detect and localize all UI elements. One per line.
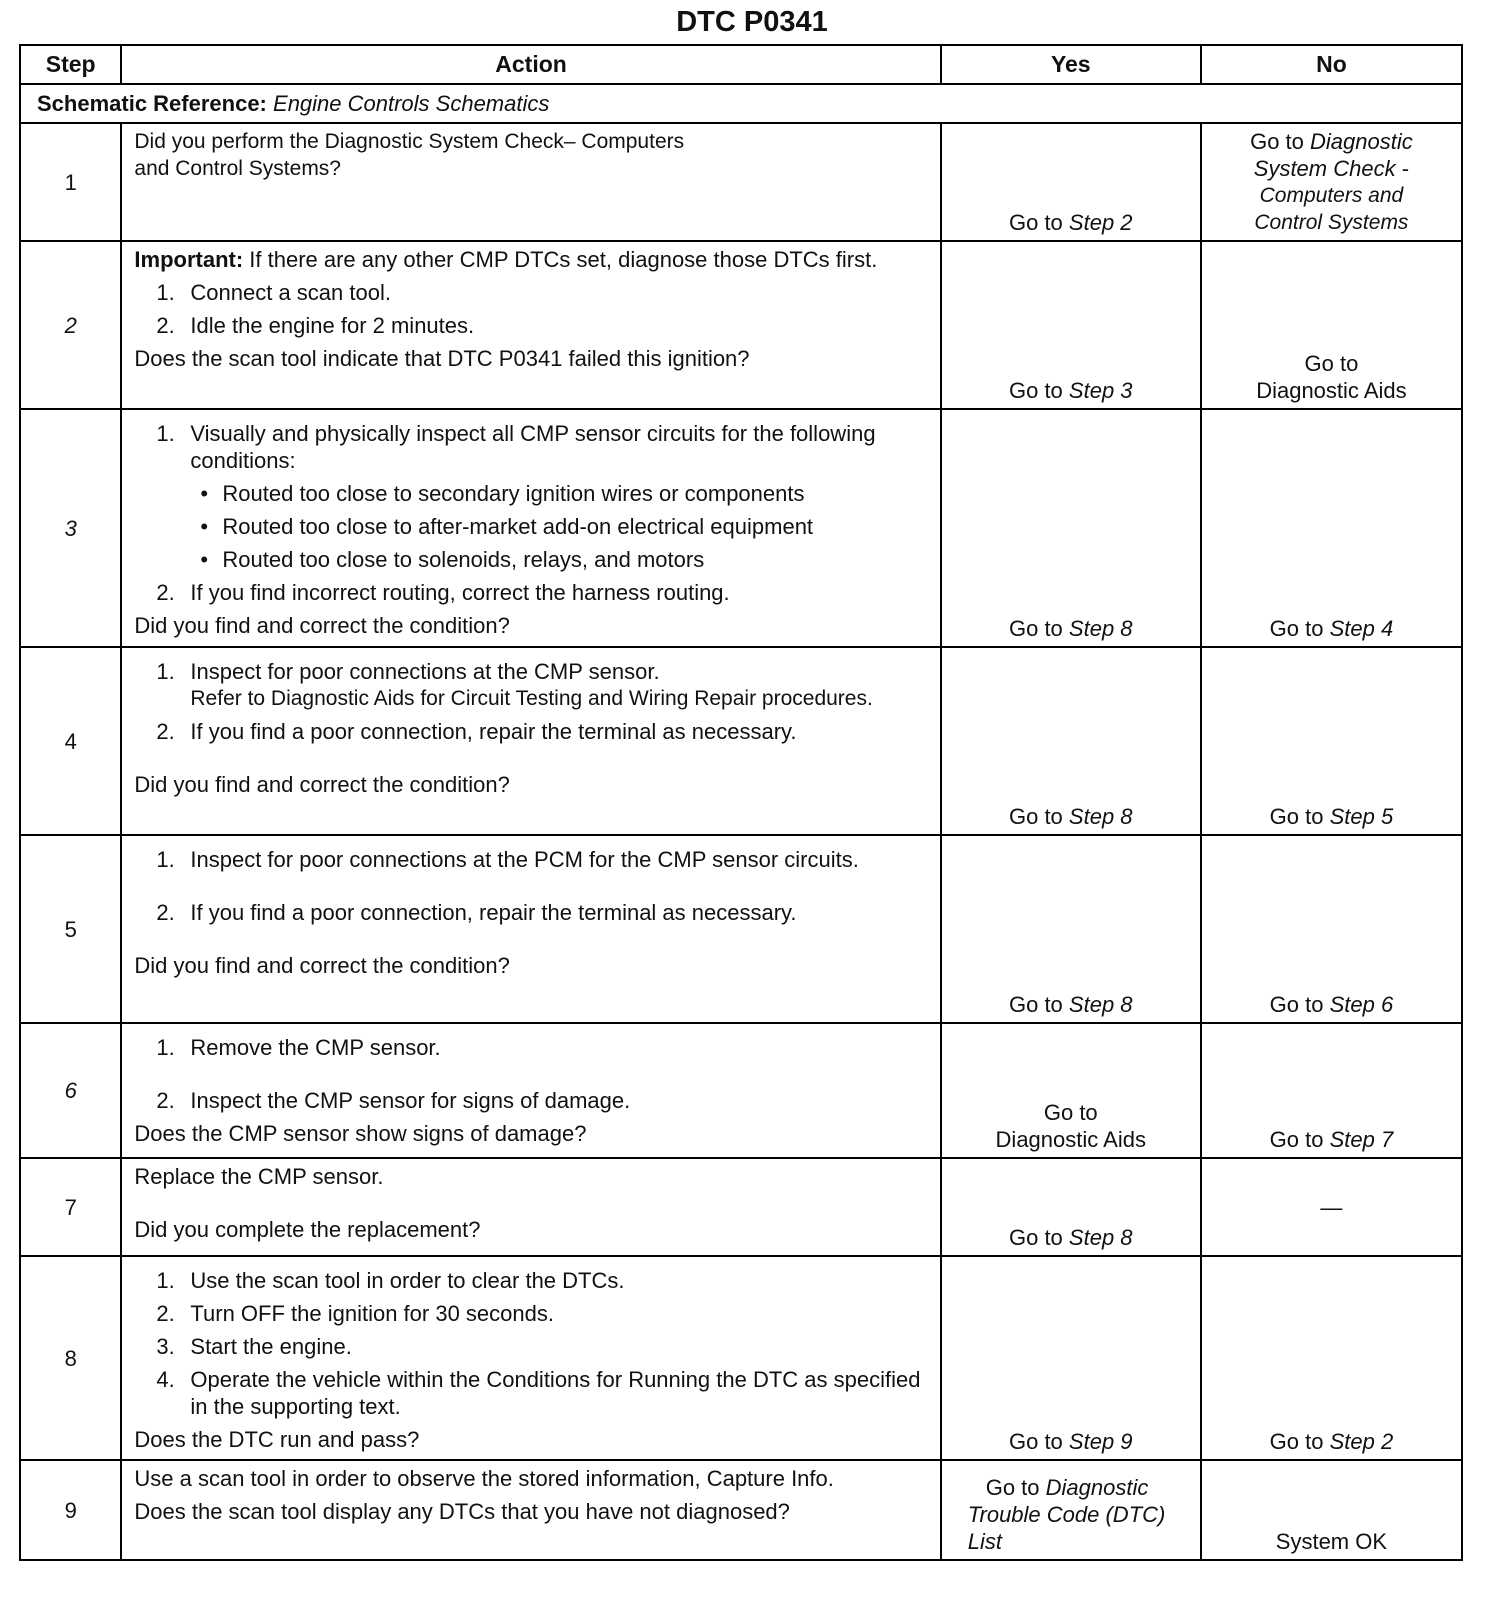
header-row	[20, 45, 1462, 84]
bullet-item	[134, 546, 931, 573]
step-number: 9	[20, 1460, 121, 1560]
go-to-text: Go to	[1250, 129, 1304, 154]
list-item	[134, 1034, 931, 1061]
list-text: If you find a poor connection, repair the terminal as necessary.	[190, 900, 797, 925]
step-number: 2	[20, 241, 121, 409]
step-link[interactable]: Step 4	[1329, 616, 1394, 641]
action-cell	[121, 409, 940, 647]
table-row	[20, 123, 1462, 241]
go-to-text: Go to	[1304, 351, 1359, 376]
go-to-text: Go to	[1269, 804, 1324, 829]
action-cell	[121, 1256, 940, 1460]
schematic-reference	[20, 84, 1462, 123]
yes-cell	[941, 1256, 1201, 1460]
no-cell	[1201, 647, 1462, 835]
list-text: If you find incorrect routing, correct the harness routing.	[190, 580, 730, 605]
no-cell	[1201, 1023, 1462, 1158]
no-cell	[1201, 241, 1462, 409]
list-number: 2.	[156, 719, 175, 744]
list-number: 2.	[156, 313, 175, 338]
list-number: 2.	[156, 900, 175, 925]
list-item	[134, 846, 931, 873]
list-number: 1.	[156, 847, 175, 872]
step-link[interactable]: Step 8	[1068, 1225, 1133, 1250]
reference-value: Engine Controls Schematics	[273, 91, 550, 116]
no-cell	[1201, 835, 1462, 1023]
list-text: Inspect for poor connections at the CMP sensor.	[190, 659, 660, 684]
bullet-icon: •	[200, 547, 209, 572]
list-item	[134, 1333, 931, 1360]
table-row	[20, 1158, 1462, 1256]
question-text: Does the scan tool indicate that DTC P0341 failed this ignition?	[134, 346, 750, 371]
table-row	[20, 1256, 1462, 1460]
header-step: Step	[20, 45, 121, 84]
list-text: Operate the vehicle within the Conditions for Running the DTC as specified in the supporting text.	[190, 1367, 921, 1419]
list-number: 2.	[156, 1301, 175, 1326]
action-cell	[121, 647, 940, 835]
bullet-icon: •	[200, 514, 209, 539]
system-ok-text: System OK	[1275, 1529, 1388, 1554]
go-to-text: Go to	[1008, 616, 1063, 641]
table-row	[20, 1023, 1462, 1158]
no-cell	[1201, 1460, 1462, 1560]
step-link[interactable]: Step 2	[1068, 210, 1133, 235]
go-to-text: Go to	[1008, 804, 1063, 829]
diag-link[interactable]: Trouble Code (DTC)	[967, 1502, 1166, 1527]
diag-link[interactable]: Diagnostic	[1045, 1475, 1149, 1500]
diag-link[interactable]: List	[967, 1529, 1002, 1554]
reference-row	[20, 84, 1462, 123]
diagnostic-table	[19, 44, 1463, 1561]
step-link[interactable]: Step 3	[1068, 378, 1133, 403]
important-text: If there are any other CMP DTCs set, diagnose those DTCs first.	[243, 247, 878, 272]
step-link[interactable]: Step 8	[1068, 992, 1133, 1017]
question-text: Does the scan tool display any DTCs that you have not diagnosed?	[134, 1499, 790, 1524]
list-text: Inspect for poor connections at the PCM for the CMP sensor circuits.	[190, 847, 859, 872]
step-number: 4	[20, 647, 121, 835]
table-row	[20, 409, 1462, 647]
list-number: 1.	[156, 1268, 175, 1293]
action-cell	[121, 1023, 940, 1158]
diag-link[interactable]: Diagnostic Aids	[995, 1127, 1146, 1152]
yes-cell	[941, 241, 1201, 409]
list-text: Use the scan tool in order to clear the DTCs.	[190, 1268, 625, 1293]
list-number: 1.	[156, 659, 175, 684]
header-yes: Yes	[941, 45, 1201, 84]
yes-cell	[941, 1460, 1201, 1560]
list-text: Remove the CMP sensor.	[190, 1035, 441, 1060]
diag-link[interactable]: System Check	[1253, 156, 1396, 181]
diag-link[interactable]: Control Systems	[1254, 211, 1409, 234]
action-cell	[121, 1460, 940, 1560]
list-item	[134, 420, 931, 474]
list-item	[134, 579, 931, 606]
action-cell	[121, 1158, 940, 1256]
list-number: 1.	[156, 421, 175, 446]
list-text: Connect a scan tool.	[190, 280, 391, 305]
list-item	[134, 279, 931, 306]
question-text: Did you find and correct the condition?	[134, 772, 510, 797]
step-number: 3	[20, 409, 121, 647]
go-to-text: Go to	[1269, 992, 1324, 1017]
question-text: Does the CMP sensor show signs of damage?	[134, 1121, 587, 1146]
bullet-item	[134, 513, 931, 540]
list-item	[134, 899, 931, 926]
list-text: Idle the engine for 2 minutes.	[190, 313, 475, 338]
go-to-text: Go to	[1008, 1429, 1063, 1454]
step-link[interactable]: Step 5	[1329, 804, 1394, 829]
bullet-item	[134, 480, 931, 507]
list-text: Turn OFF the ignition for 30 seconds.	[190, 1301, 554, 1326]
go-to-text: Go to	[1043, 1100, 1098, 1125]
action-text: Replace the CMP sensor.	[134, 1164, 384, 1189]
step-link[interactable]: Step 9	[1068, 1429, 1133, 1454]
header-no: No	[1201, 45, 1462, 84]
question-text: Did you find and correct the condition?	[134, 953, 510, 978]
action-cell	[121, 241, 940, 409]
list-text: Start the engine.	[190, 1334, 352, 1359]
no-cell	[1201, 1256, 1462, 1460]
list-item	[134, 1087, 931, 1114]
action-text: Use a scan tool in order to observe the stored information, Capture Info.	[134, 1466, 834, 1491]
yes-cell	[941, 123, 1201, 241]
table-row	[20, 241, 1462, 409]
list-note: Refer to Diagnostic Aids for Circuit Testing and Wiring Repair procedures.	[190, 687, 873, 710]
header-action: Action	[121, 45, 940, 84]
diag-link[interactable]: Diagnostic	[1310, 129, 1413, 154]
list-text: Inspect the CMP sensor for signs of damage.	[190, 1088, 631, 1113]
step-number: 7	[20, 1158, 121, 1256]
list-number: 3.	[156, 1334, 175, 1359]
step-link[interactable]: Step 2	[1329, 1429, 1394, 1454]
action-cell	[121, 123, 940, 241]
step-link[interactable]: Step 8	[1068, 804, 1133, 829]
list-item	[134, 658, 931, 712]
no-action-dash: —	[1320, 1194, 1343, 1220]
list-number: 1.	[156, 1035, 175, 1060]
question-text: Did you find and correct the condition?	[134, 613, 510, 638]
table-row	[20, 1460, 1462, 1560]
step-number: 6	[20, 1023, 121, 1158]
go-to-text: Go to	[1008, 210, 1063, 235]
list-item	[134, 1267, 931, 1294]
bullet-icon: •	[200, 481, 209, 506]
diag-link[interactable]: Computers and	[1259, 184, 1404, 207]
action-text: and Control Systems?	[134, 157, 341, 180]
go-to-text: Go to	[1269, 1429, 1324, 1454]
list-text: If you find a poor connection, repair the terminal as necessary.	[190, 719, 797, 744]
list-number: 1.	[156, 280, 175, 305]
go-to-text: Go to	[1008, 378, 1063, 403]
list-item	[134, 718, 931, 745]
bullet-text: Routed too close to solenoids, relays, and motors	[222, 547, 705, 572]
bullet-text: Routed too close to secondary ignition wires or components	[222, 481, 805, 506]
go-to-text: Go to	[1008, 1225, 1063, 1250]
step-number: 5	[20, 835, 121, 1023]
no-cell	[1201, 123, 1462, 241]
go-to-text: Go to	[985, 1475, 1040, 1500]
page-title: DTC P0341	[676, 6, 828, 38]
important-label: Important:	[134, 247, 244, 272]
bullet-text: Routed too close to after-market add-on electrical equipment	[222, 514, 814, 539]
step-link[interactable]: Step 8	[1068, 616, 1133, 641]
list-number: 2.	[156, 1088, 175, 1113]
step-number: 1	[20, 123, 121, 241]
yes-cell	[941, 1023, 1201, 1158]
diag-link[interactable]: Diagnostic Aids	[1256, 378, 1407, 403]
question-text: Did you complete the replacement?	[134, 1217, 481, 1242]
yes-cell	[941, 835, 1201, 1023]
list-item	[134, 312, 931, 339]
list-text: Visually and physically inspect all CMP sensor circuits for the following conditions:	[190, 421, 876, 473]
yes-cell	[941, 409, 1201, 647]
reference-label: Schematic Reference:	[37, 91, 267, 116]
list-number: 4.	[156, 1367, 175, 1392]
action-cell	[121, 835, 940, 1023]
go-to-text: Go to	[1269, 616, 1324, 641]
step-link[interactable]: Step 6	[1329, 992, 1394, 1017]
step-link[interactable]: Step 7	[1329, 1127, 1394, 1152]
go-to-text: Go to	[1008, 992, 1063, 1017]
no-cell	[1201, 409, 1462, 647]
table-row	[20, 647, 1462, 835]
go-to-text: Go to	[1269, 1127, 1324, 1152]
list-item	[134, 1366, 931, 1420]
question-text: Does the DTC run and pass?	[134, 1427, 420, 1452]
no-cell	[1201, 1158, 1462, 1256]
step-number: 8	[20, 1256, 121, 1460]
action-text: Did you perform the Diagnostic System Check– Computers	[134, 130, 685, 153]
dash-text: -	[1395, 156, 1410, 181]
list-item	[134, 1300, 931, 1327]
list-number: 2.	[156, 580, 175, 605]
yes-cell	[941, 1158, 1201, 1256]
table-row	[20, 835, 1462, 1023]
yes-cell	[941, 647, 1201, 835]
